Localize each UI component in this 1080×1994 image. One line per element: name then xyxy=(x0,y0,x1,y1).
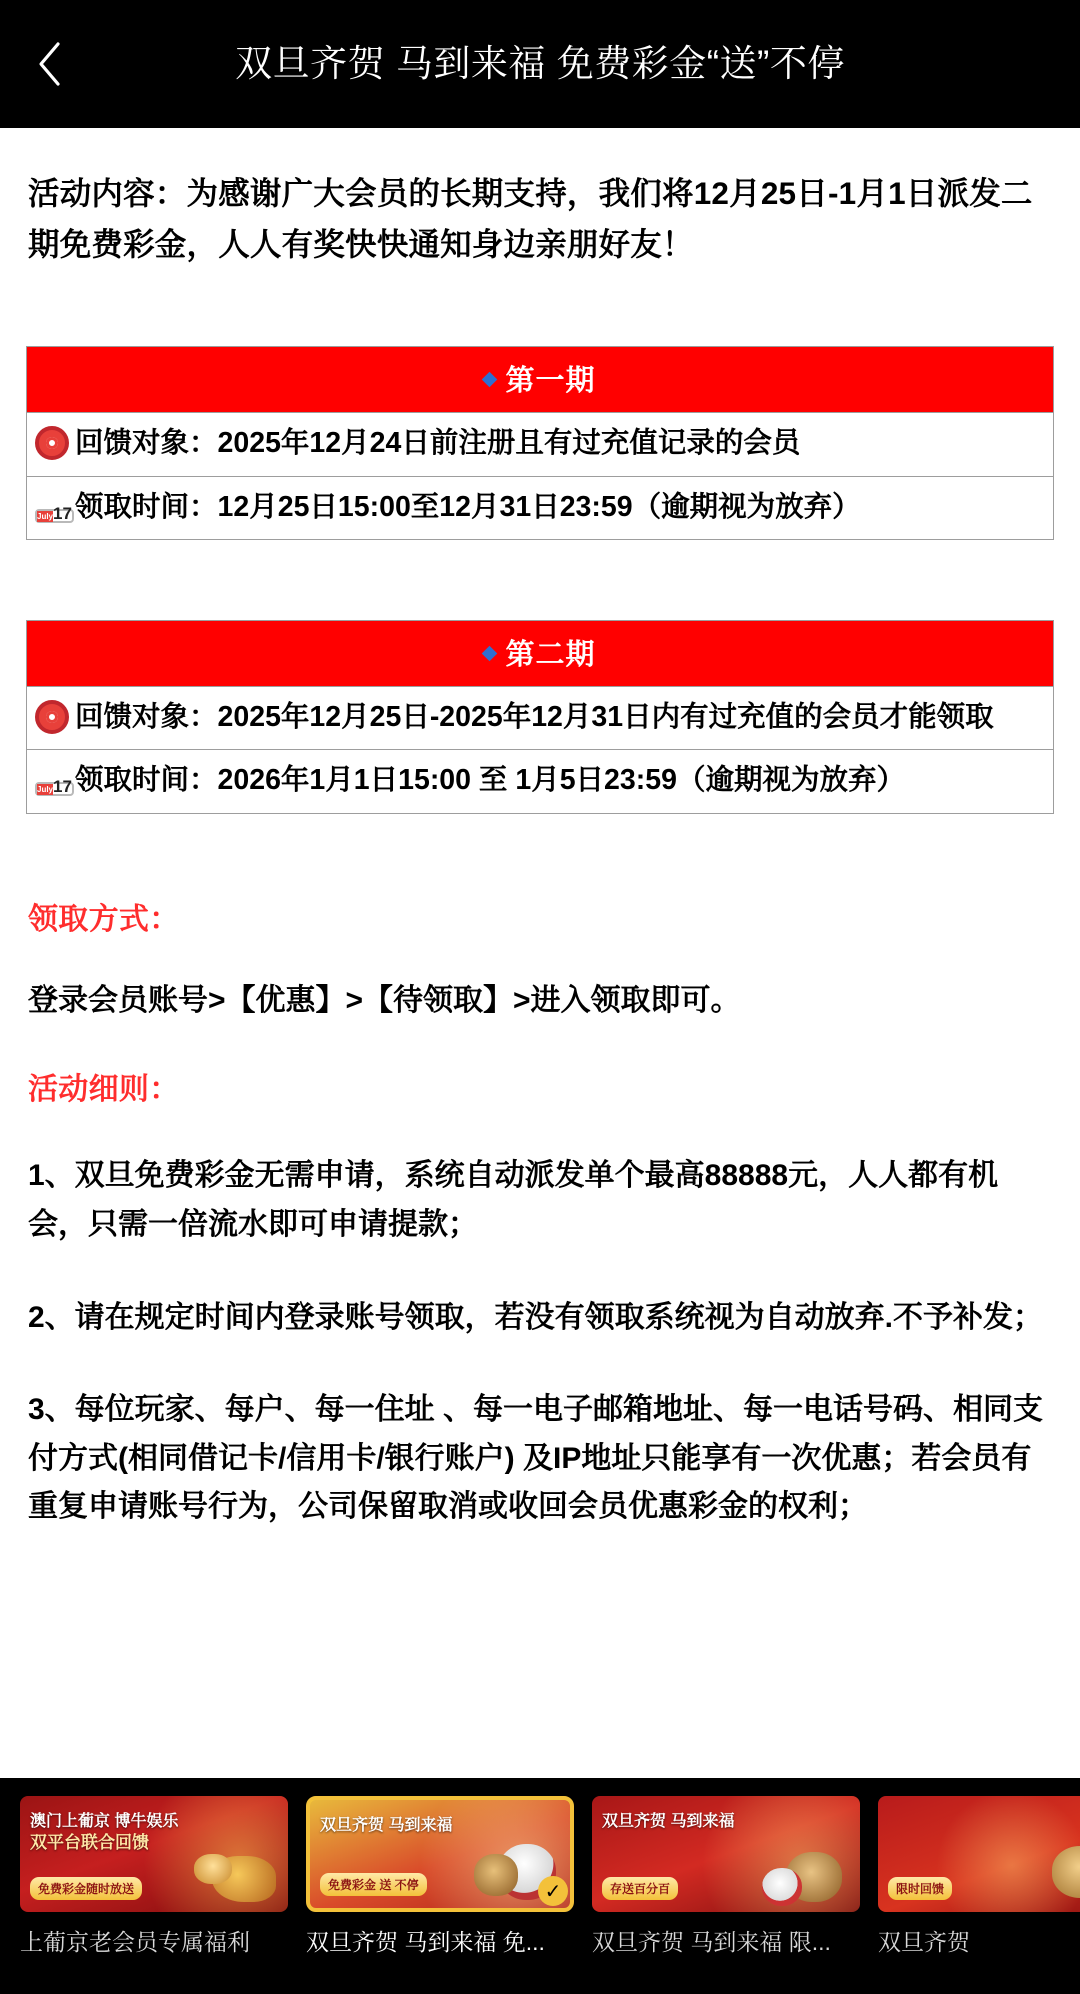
thumbnail-art-text xyxy=(30,1812,180,1853)
target-icon xyxy=(35,426,71,462)
phase-one-time-text: 领取时间：12月25日15:00至12月31日23:59（逾期视为放弃） xyxy=(75,490,861,523)
thumbnail-art-line2: 双平台联合回馈 xyxy=(30,1833,149,1852)
thumbnail-caption: 上葡京老会员专属福利 xyxy=(20,1929,250,1955)
thumbnail-decor xyxy=(1022,1796,1080,1912)
thumbnail-decor xyxy=(164,1796,284,1912)
promo-thumbnail[interactable] xyxy=(592,1796,860,1912)
rule-item: 2、请在规定时间内登录账号领取，若没有领取系统视为自动放弃.不予补发； xyxy=(28,1300,1044,1334)
carousel-item[interactable] xyxy=(592,1796,860,1994)
phase-two-target-text: 回馈对象：2025年12月25日-2025年12月31日内有过充值的会员才能领取 xyxy=(75,700,994,733)
phase-one-time-row xyxy=(27,476,1053,539)
claim-method-body: 登录会员账号>【优惠】>【待领取】>进入领取即可。 xyxy=(28,983,741,1017)
phase-two-heading xyxy=(27,621,1053,686)
target-icon xyxy=(35,700,71,736)
phase-two-time-row xyxy=(27,749,1053,812)
rules-title: 活动细则： xyxy=(28,1073,180,1107)
phase-two-heading-text: 第二期 xyxy=(505,638,596,671)
diamond-icon xyxy=(482,372,498,388)
thumbnail-badge: 限时回馈 xyxy=(888,1877,952,1900)
carousel-item[interactable] xyxy=(306,1796,574,1994)
selected-check-icon: ✓ xyxy=(538,1876,568,1906)
phase-one-target-row xyxy=(27,412,1053,475)
page-header xyxy=(0,0,1080,128)
promo-thumbnail[interactable] xyxy=(878,1796,1080,1912)
phase-one-heading-text: 第一期 xyxy=(505,365,596,398)
phase-one-table xyxy=(26,346,1054,540)
diamond-icon xyxy=(482,646,498,662)
promo-thumbnail-carousel[interactable] xyxy=(0,1778,1080,1994)
activity-intro: 活动内容：为感谢广大会员的长期支持，我们将12月25日-1月1日派发二期免费彩金，人人有奖快快通知身边亲朋好友！ xyxy=(28,175,1033,263)
thumbnail-caption: 双旦齐贺 xyxy=(878,1929,970,1955)
page-title: 双旦齐贺 马到来福 免费彩金“送”不停 xyxy=(235,43,845,85)
thumbnail-decor xyxy=(736,1796,856,1912)
thumbnail-art-line1: 双旦齐贺 马到来福 xyxy=(320,1817,453,1834)
chevron-left-icon xyxy=(35,40,65,88)
calendar-icon: July17 xyxy=(37,782,72,797)
thumbnail-badge: 免费彩金随时放送 xyxy=(30,1877,142,1900)
rule-item: 3、每位玩家、每户、每一住址 、每一电子邮箱地址、每一电话号码、相同支付方式(相同借记卡/信用卡/银行账户) 及IP地址只能享有一次优惠；若会员有重复申请账号行为，公司保留取消或收回会员优惠彩金的权利； xyxy=(28,1393,1044,1524)
phase-one-heading xyxy=(27,347,1053,412)
rule-item: 1、双旦免费彩金无需申请，系统自动派发单个最高88888元，人人都有机会，只需一倍流水即可申请提款； xyxy=(28,1159,999,1241)
phase-two-target-row xyxy=(27,686,1053,749)
promo-thumbnail[interactable] xyxy=(20,1796,288,1912)
phase-two-time-text: 领取时间：2026年1月1日15:00 至 1月5日23:59（逾期视为放弃） xyxy=(75,764,905,797)
calendar-icon: July17 xyxy=(37,508,72,523)
promo-thumbnail-selected[interactable] xyxy=(306,1796,574,1912)
thumbnail-caption: 双旦齐贺 马到来福 免... xyxy=(306,1929,545,1955)
thumbnail-badge: 存送百分百 xyxy=(602,1877,678,1900)
phase-two-table xyxy=(26,620,1054,814)
thumbnail-art-line1: 双旦齐贺 马到来福 xyxy=(602,1813,735,1830)
thumbnail-badge: 免费彩金 送 不停 xyxy=(320,1873,427,1896)
carousel-item[interactable] xyxy=(20,1796,288,1994)
thumbnail-art-text xyxy=(602,1812,752,1832)
claim-method-title: 领取方式： xyxy=(28,902,180,936)
thumbnail-caption: 双旦齐贺 马到来福 限... xyxy=(592,1929,831,1955)
back-button[interactable] xyxy=(22,36,78,92)
promo-content xyxy=(0,128,1080,1778)
phase-one-target-text: 回馈对象：2025年12月24日前注册且有过充值记录的会员 xyxy=(75,427,801,460)
thumbnail-art-line1: 澳门上葡京 博牛娱乐 xyxy=(30,1813,179,1830)
carousel-item[interactable] xyxy=(878,1796,1080,1994)
